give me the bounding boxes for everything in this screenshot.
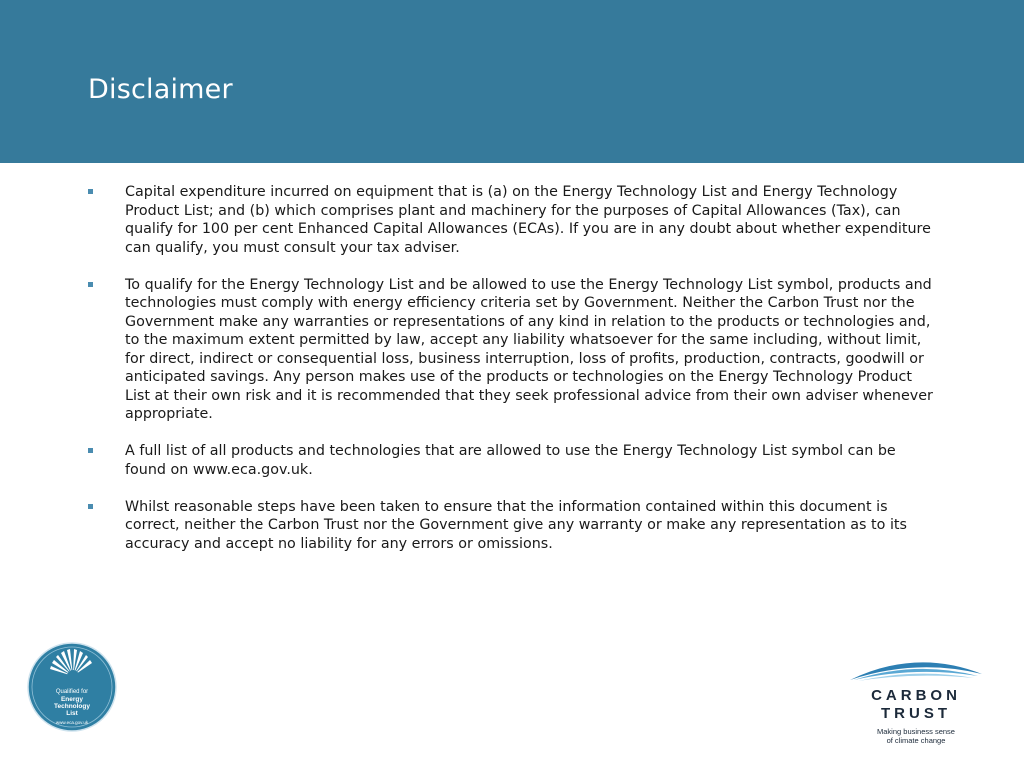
list-item-text: Capital expenditure incurred on equipment that is (a) on the Energy Technology List and Energy Technology Product List; and (b) which comprises plant and machinery for the purposes of Capital Allowances (Tax), can qualify for 100 per cent Enhanced Capital Allowances (ECAs). If you are in any doubt about whether expenditure can qualify, you must consult your tax adviser. bbox=[125, 184, 931, 256]
header-band bbox=[0, 0, 1024, 163]
tagline-line: Making business sense bbox=[877, 727, 955, 736]
disclaimer-list bbox=[88, 183, 938, 572]
seal-text-line: Energy bbox=[60, 696, 84, 703]
seal-text-line: List bbox=[66, 710, 78, 717]
list-item bbox=[88, 276, 938, 424]
energy-technology-list-seal-logo bbox=[27, 640, 117, 734]
list-item-text: Whilst reasonable steps have been taken to ensure that the information contained within this document is correct, neither the Carbon Trust nor the Government give any warranty or make any representation as to its accuracy and accept no liability for any errors or omissions. bbox=[125, 498, 907, 552]
list-item bbox=[88, 183, 938, 257]
list-item bbox=[88, 442, 938, 479]
slide-title: Disclaimer bbox=[88, 74, 233, 105]
list-item-text: To qualify for the Energy Technology List and be allowed to use the Energy Technology List symbol, products and technologies must comply with energy efficiency criteria set by Government. Neither the Carbon Trust nor the Government make any warranties or representations of any kind in relation to the products or technologies and, to the maximum extent permitted by law, accept any liability whatsoever for the same including, without limit, for direct, indirect or consequential loss, business interruption, loss of profits, production, contracts, goodwill or anticipated savings. Any person makes use of the products or technologies on the Energy Technology Product List at their own risk and it is recommended that they seek professional advice from their own adviser whenever appropriate. bbox=[125, 276, 933, 422]
square-bullet-icon bbox=[88, 504, 93, 509]
carbon-trust-logo bbox=[848, 650, 984, 750]
wave-icon bbox=[850, 662, 982, 681]
trust-word: TRUST bbox=[881, 705, 951, 722]
list-item bbox=[88, 498, 938, 554]
seal-text-line: Technology bbox=[54, 703, 90, 710]
carbon-word: CARBON bbox=[871, 687, 961, 704]
square-bullet-icon bbox=[88, 448, 93, 453]
tagline-line: of climate change bbox=[886, 736, 946, 745]
square-bullet-icon bbox=[88, 189, 93, 194]
seal-text-line: Qualified for bbox=[55, 689, 89, 695]
square-bullet-icon bbox=[88, 282, 93, 287]
list-item-text: A full list of all products and technologies that are allowed to use the Energy Technology List symbol can be found on www.eca.gov.uk. bbox=[125, 443, 896, 478]
seal-url-text: www.eca.gov.uk bbox=[55, 720, 89, 725]
